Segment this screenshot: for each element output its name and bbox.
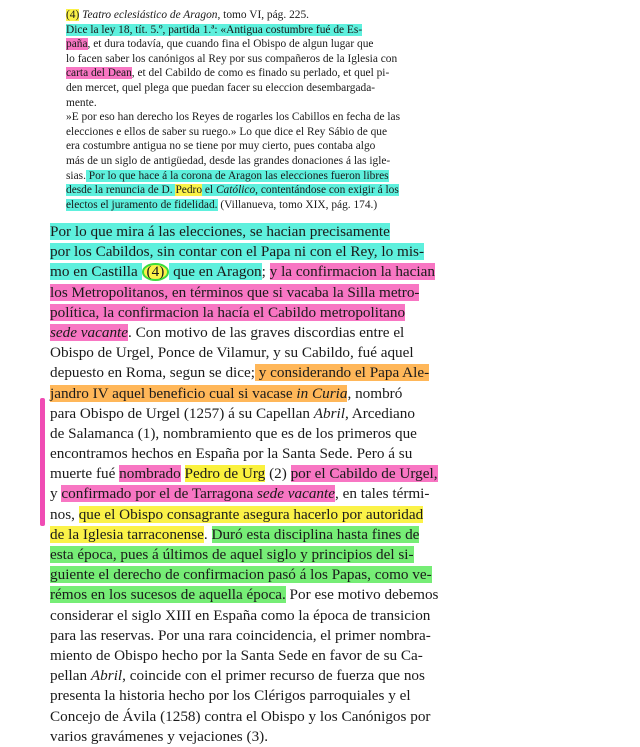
- highlight-yellow: Pedro de Urg: [184, 465, 266, 483]
- highlight-orange: in Curia: [296, 384, 348, 402]
- footnote-highlight-cyan: desde la renuncia de D.: [66, 184, 176, 197]
- highlight-pink: confirmado por el de Tarragona: [61, 485, 257, 503]
- footnote-line: [66, 81, 536, 96]
- footnote-line: [66, 169, 536, 184]
- body-line: [50, 686, 610, 706]
- body-text-span: muerte fué: [50, 465, 120, 483]
- highlight-pink: nombrado: [119, 465, 181, 483]
- body-text-span: nos,: [50, 505, 79, 523]
- footnote-highlight-pink: paña: [66, 38, 88, 51]
- body-text-span: Concejo de Ávila (1258) contra el Obispo y los Canónigos por: [50, 707, 431, 725]
- footnote-text: más de un siglo de antigüedad, desde las grandes donaciones á las igle-: [66, 154, 391, 167]
- footnote-text: era costumbre antigua no se tiene por muy cierto, pues contaba algo: [66, 140, 376, 153]
- body-text-italic: Abril: [90, 667, 123, 685]
- body-line: [50, 666, 610, 686]
- body-line: [50, 464, 610, 484]
- body-line: [50, 323, 610, 343]
- highlight-green: esta época, pues á últimos de aquel siglo y principios del si-: [50, 546, 414, 563]
- footnote-ref-marker: (4): [66, 9, 80, 21]
- body-text-span: , Arcediano: [344, 404, 415, 422]
- highlight-yellow: de la Iglesia tarraconense: [50, 525, 204, 543]
- highlight-cyan: mo en Castilla: [50, 263, 142, 281]
- footnote-line: [66, 52, 536, 67]
- body-text-span: , en tales térmi-: [335, 485, 430, 503]
- body-line: [50, 525, 610, 545]
- footnote-highlight-pink: carta del Dean: [66, 67, 132, 80]
- footnote-block: [66, 8, 536, 212]
- body-text-span: Por ese motivo debemos: [285, 586, 439, 604]
- body-text-span: para Obispo de Urgel (1257) á su Capellan: [50, 404, 314, 422]
- footnote-text: lo facen saber los canónigos al Rey por sus compañeros de la Iglesia con: [66, 52, 398, 65]
- body-line: [50, 303, 610, 323]
- footnote-line: [66, 37, 536, 52]
- footnote-text: elecciones e ellos de saber su ruego.» Lo que dice el Rey Sábio de que: [66, 125, 388, 138]
- body-line: [50, 727, 610, 747]
- footnote-text: , et del Cabildo de como es finado su perlado, et quel pi-: [131, 67, 390, 80]
- highlight-green: rémos en los sucesos de aquella época.: [50, 586, 286, 604]
- body-line: [50, 343, 610, 363]
- highlight-green: guiente el derecho de confirmacion pasó á los Papas, como ve-: [50, 566, 432, 584]
- body-line: [50, 424, 610, 444]
- body-line: [50, 222, 610, 242]
- highlight-green: Duró esta disciplina hasta fines de: [211, 525, 420, 543]
- footnote-source-rest: , tomo VI, pág. 225.: [217, 9, 310, 21]
- body-text-span: pellan: [50, 667, 91, 685]
- body-text-span: , coincide con el primer recurso de fuerza que nos: [122, 667, 425, 685]
- footnote-source-title: Teatro eclesiástico de Aragon: [82, 9, 218, 21]
- body-text-span: , nombró: [347, 384, 403, 402]
- footnote-line: [66, 125, 536, 140]
- body-text-span: .: [203, 525, 212, 543]
- body-text-span: [181, 465, 185, 482]
- body-line: [50, 565, 610, 585]
- body-line: [50, 384, 610, 404]
- footnote-line: [66, 198, 536, 213]
- highlight-pink: política, la confirmacion la hacía el Cabildo metropolitano: [50, 303, 406, 321]
- footnote-line: [66, 23, 536, 38]
- highlight-orange: jandro IV aquel beneficio cual si vacase: [50, 384, 297, 402]
- footnote-line: [66, 96, 536, 111]
- body-text-span: para las reservas. Por una rara coincidencia, el primer nombra-: [50, 626, 431, 644]
- body-text-span: considerar el siglo XIII en España como la época de transicion: [50, 606, 431, 624]
- body-line: [50, 646, 610, 666]
- footnote-line: [66, 139, 536, 154]
- highlight-cyan: que en Aragon: [169, 263, 262, 281]
- footnote-highlight-cyan: Católico: [215, 184, 256, 197]
- body-text-span: miento de Obispo hecho por la Santa Sede en favor de su Ca-: [50, 646, 423, 664]
- body-text: [50, 222, 610, 747]
- footnote-line: [66, 154, 536, 169]
- body-text-span: depuesto en Roma, segun se dice;: [50, 364, 255, 382]
- body-text-span: . Con motivo de las graves discordias entre el: [128, 323, 405, 341]
- body-text-span: encontramos hechos en España por la Santa Sede. Pero á su: [50, 445, 413, 463]
- footnote-line: [66, 8, 536, 23]
- highlight-cyan: sin contar con el Papa ni con el Rey, lo mis-: [153, 243, 425, 261]
- body-line: [50, 545, 610, 565]
- body-line: [50, 262, 610, 282]
- highlight-pink: y la confirmacion la hacian: [269, 263, 435, 281]
- footnote-highlight-cyan: el: [202, 184, 216, 197]
- body-text-span: de Salamanca (1), nombramiento que es de los primeros que: [50, 424, 417, 442]
- highlight-pink: los Metropolitanos: [50, 283, 165, 301]
- footnote-highlight-yellow: Pedro: [175, 184, 203, 197]
- body-line: [50, 707, 610, 727]
- body-line: [50, 283, 610, 303]
- body-line: [50, 606, 610, 626]
- footnote-text: den mercet, quel plega que puedan facer su eleccion desembargada-: [66, 81, 376, 94]
- body-line: [50, 585, 610, 605]
- body-line: [50, 363, 610, 383]
- body-text-italic: Abril: [313, 404, 345, 422]
- footnote-text: , et dura todavía, que cuando fina el Obispo de algun lugar que: [87, 38, 374, 51]
- footnote-text: »E por eso han derecho los Reyes de rogarles los Cabillos en fecha de las: [66, 111, 401, 124]
- footnote-line: [66, 110, 536, 125]
- footnote-highlight-cyan: Por lo que hace á la corona de Aragon las elecciones fueron libres: [85, 169, 389, 182]
- highlight-orange: y considerando el Papa Ale-: [254, 364, 430, 382]
- body-text-span: varios gravámenes y vejaciones (3).: [50, 727, 269, 745]
- footnote-text: sias.: [66, 169, 86, 182]
- footnote-text: mente.: [66, 96, 97, 109]
- footnote-line: [66, 183, 536, 198]
- highlight-cyan: por los Cabildos,: [50, 243, 154, 261]
- highlight-yellow: que el Obispo consagrante asegura hacerlo por autoridad: [78, 505, 424, 523]
- body-text-span: y: [50, 485, 62, 503]
- footnote-text: (Villanueva, tomo XIX, pág. 174.): [217, 198, 378, 211]
- highlight-cyan: Por lo que mira á las elecciones, se hacian precisamente: [50, 223, 390, 240]
- footnote-line: [66, 66, 536, 81]
- margin-bracket-mark: [40, 398, 45, 526]
- body-line: [50, 404, 610, 424]
- body-line: [50, 242, 610, 262]
- highlight-pink: , en términos que si vacaba la Silla metro-: [164, 283, 420, 301]
- highlight-pink: por el Cabildo de Urgel,: [290, 465, 438, 483]
- body-line: [50, 444, 610, 464]
- body-text-span: Obispo de Urgel, Ponce de Vilamur, y su Cabildo, fué aquel: [50, 344, 414, 362]
- footnote-highlight-cyan: electos el juramento de fidelidad.: [66, 198, 218, 211]
- body-text-span: ;: [261, 263, 270, 281]
- footnote-ref-circled: (4): [142, 263, 170, 281]
- body-line: [50, 505, 610, 525]
- body-line: [50, 484, 610, 504]
- highlight-pink: sede vacante: [256, 485, 335, 503]
- highlight-pink: sede vacante: [50, 323, 129, 341]
- footnote-highlight-cyan: Dice la ley 18, tít. 5.º, partida 1.ª: «Antigua costumbre fué de Es-: [66, 23, 363, 36]
- body-text-span: (2): [265, 465, 291, 483]
- body-text-span: presenta la historia hecho por los Clérigos parroquiales y el: [50, 687, 411, 705]
- footnote-highlight-cyan: , contentándose con exigir á los: [255, 184, 399, 197]
- body-line: [50, 626, 610, 646]
